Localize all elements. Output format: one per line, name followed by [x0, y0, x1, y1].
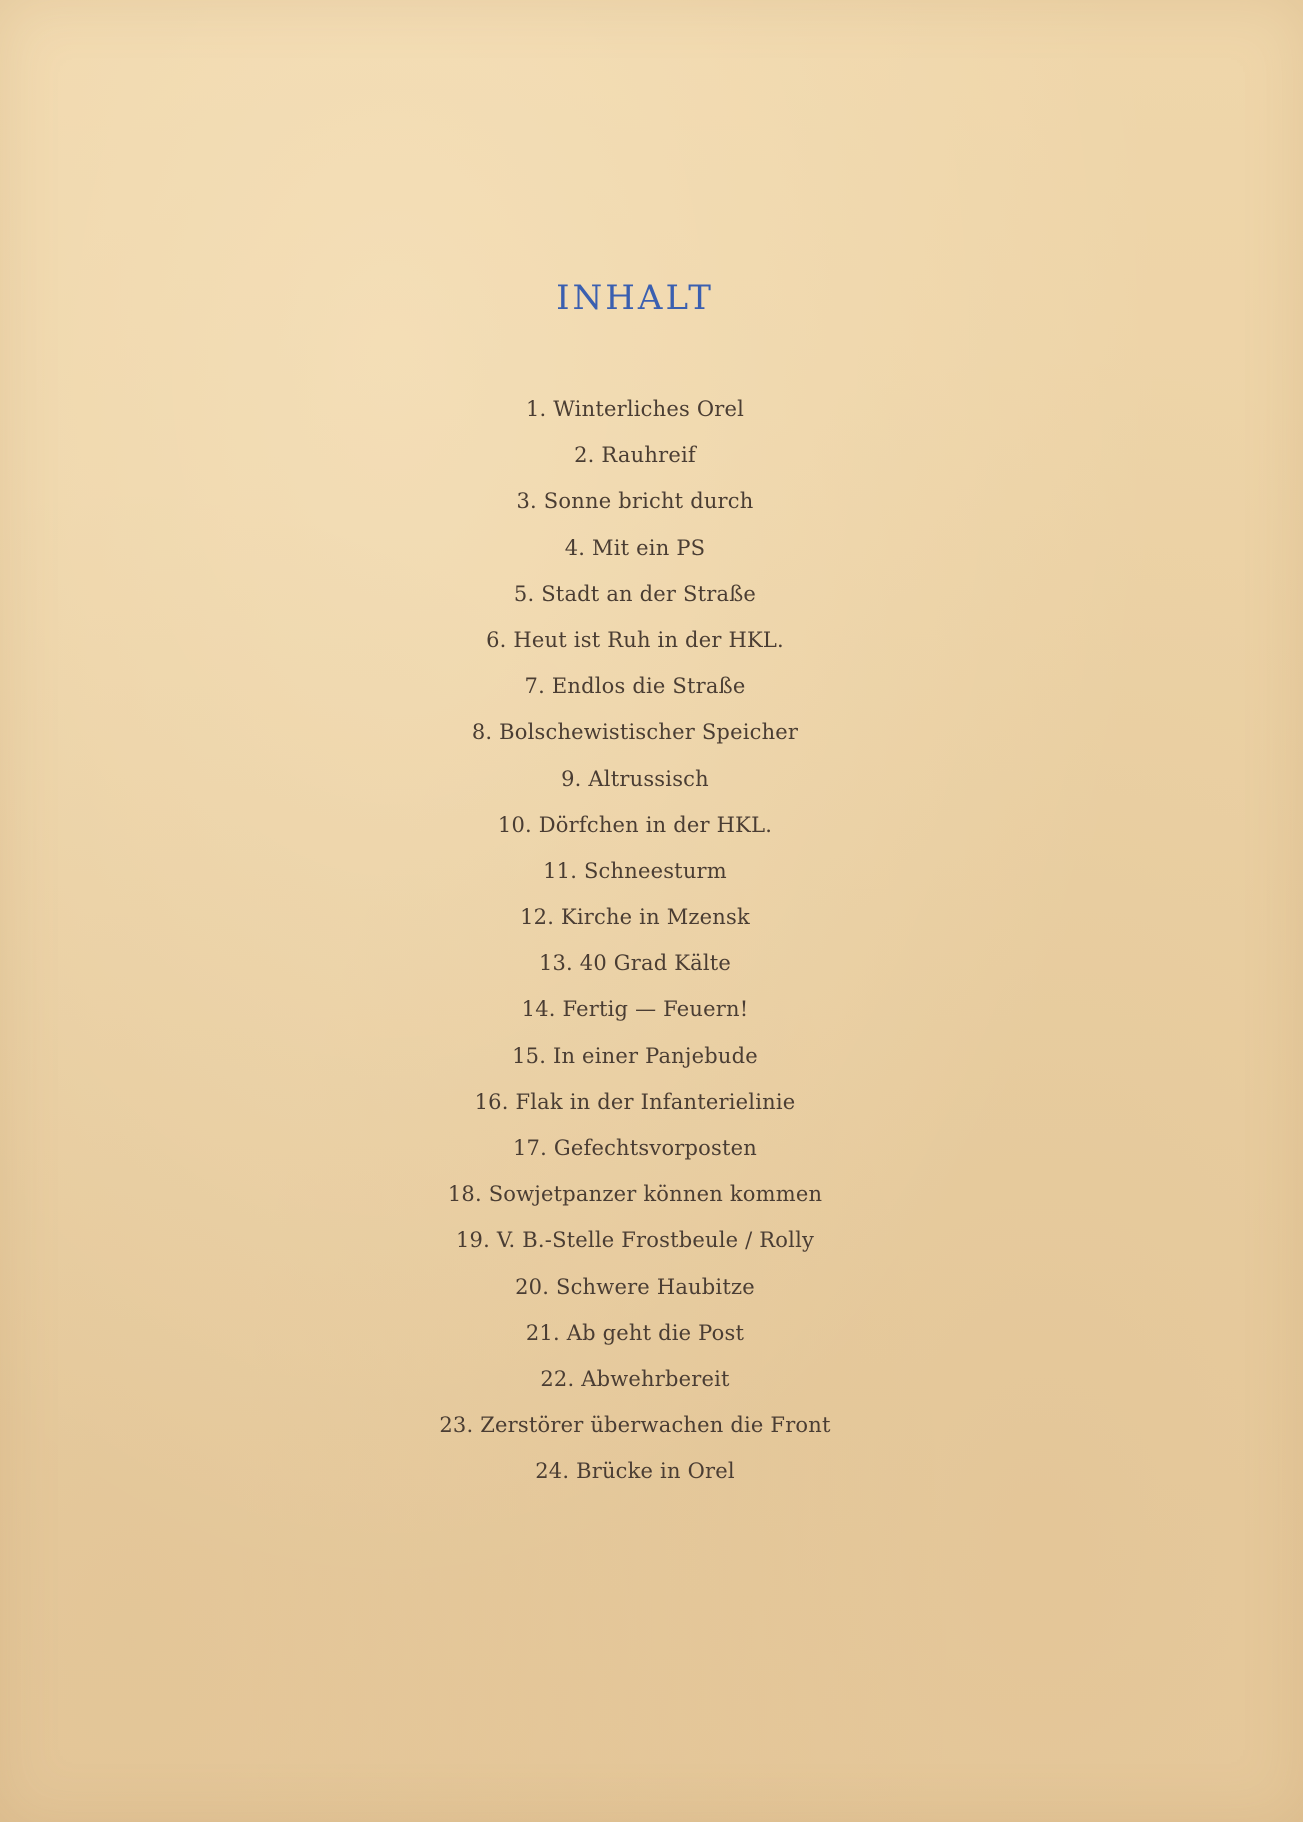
toc-item: 23. Zerstörer überwachen die Front [439, 1413, 831, 1438]
toc-item: 9. Altrussisch [561, 766, 709, 791]
toc-item: 3. Sonne bricht durch [516, 489, 754, 514]
toc-item: 5. Stadt an der Straße [513, 581, 757, 606]
toc-item: 16. Flak in der Infanterielinie [474, 1089, 796, 1114]
toc-item: 17. Gefechtsvorposten [513, 1136, 757, 1160]
toc-item: 12. Kirche in Mzensk [520, 905, 750, 930]
toc-item: 6. Heut ist Ruh in der HKL. [486, 627, 784, 652]
toc-item: 10. Dörfchen in der HKL. [497, 812, 773, 837]
toc-item: 18. Sowjetpanzer können kommen [447, 1182, 823, 1207]
toc-item: 8. Bolschewistischer Speicher [471, 720, 799, 745]
toc-item: 1. Winterliches Orel [525, 397, 745, 421]
toc-item: 21. Ab geht die Post [525, 1320, 745, 1345]
toc-item: 24. Brücke in Orel [535, 1459, 735, 1484]
toc-item: 7. Endlos die Straße [524, 674, 746, 699]
toc-item: 22. Abwehrbereit [540, 1366, 730, 1391]
toc-item: 15. In einer Panjebude [512, 1043, 758, 1068]
toc-item: 13. 40 Grad Kälte [538, 951, 732, 976]
toc-item: 14. Fertig — Feuern! [521, 997, 749, 1022]
table-of-contents [0, 395, 1270, 1504]
toc-item: 19. V. B.-Stelle Frostbeule / Rolly [455, 1228, 815, 1253]
toc-item: 20. Schwere Haubitze [515, 1274, 755, 1299]
toc-item: 2. Rauhreif [574, 443, 696, 468]
toc-item: 11. Schneesturm [543, 858, 727, 883]
toc-item: 4. Mit ein PS [564, 535, 706, 560]
page-title: INHALT [556, 278, 714, 318]
